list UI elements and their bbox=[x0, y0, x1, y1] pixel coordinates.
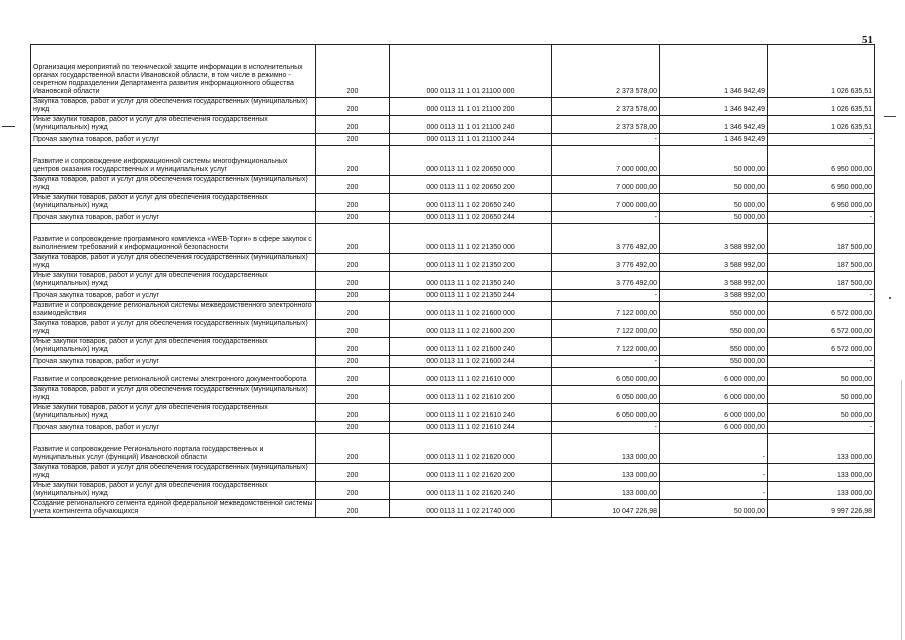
row-value-plan: 2 373 578,00 bbox=[552, 98, 660, 116]
row-csr: 000 0113 11 1 02 21620 200 bbox=[390, 464, 552, 482]
row-name: Развитие и сопровождение программного комплекса «WEB-Торги» в сфере закупок с выполнением требований к информационной безопасности bbox=[31, 224, 316, 254]
row-code: 200 bbox=[316, 45, 390, 98]
row-code: 200 bbox=[316, 176, 390, 194]
row-value-remainder: - bbox=[768, 212, 875, 224]
row-value-plan: 6 050 000,00 bbox=[552, 404, 660, 422]
row-name: Иные закупки товаров, работ и услуг для обеспечения государственных (муниципальных) нужд bbox=[31, 338, 316, 356]
row-value-remainder: 9 997 226,98 bbox=[768, 500, 875, 518]
row-name: Создание регионального сегмента единой федеральной межведомственной системы учета контингента обучающихся bbox=[31, 500, 316, 518]
table-row bbox=[31, 422, 875, 434]
row-csr: 000 0113 11 1 02 20650 200 bbox=[390, 176, 552, 194]
row-code: 200 bbox=[316, 422, 390, 434]
budget-table-body bbox=[31, 45, 875, 518]
row-code: 200 bbox=[316, 212, 390, 224]
table-row bbox=[31, 482, 875, 500]
row-value-plan: 6 050 000,00 bbox=[552, 368, 660, 386]
table-row bbox=[31, 194, 875, 212]
row-value-remainder: 50 000,00 bbox=[768, 386, 875, 404]
row-name: Иные закупки товаров, работ и услуг для обеспечения государственных (муниципальных) нужд bbox=[31, 482, 316, 500]
row-value-executed: 1 346 942,49 bbox=[660, 45, 768, 98]
row-csr: 000 0113 11 1 02 21350 240 bbox=[390, 272, 552, 290]
row-name: Развитие и сопровождение региональной системы межведомственного электронного взаимодействия bbox=[31, 302, 316, 320]
row-value-executed: 6 000 000,00 bbox=[660, 404, 768, 422]
row-value-remainder: 6 950 000,00 bbox=[768, 146, 875, 176]
table-row bbox=[31, 320, 875, 338]
row-code: 200 bbox=[316, 500, 390, 518]
row-name: Прочая закупка товаров, работ и услуг bbox=[31, 422, 316, 434]
row-code: 200 bbox=[316, 302, 390, 320]
table-row bbox=[31, 98, 875, 116]
row-value-plan: 3 776 492,00 bbox=[552, 272, 660, 290]
row-value-plan: 3 776 492,00 bbox=[552, 254, 660, 272]
row-name: Организация мероприятий по технической защите информации в исполнительных органах государственной власти Ивановской области, в том числе в режимно - секретном подразделении Департамента развития информационного общества Ивановской области bbox=[31, 45, 316, 98]
row-name: Прочая закупка товаров, работ и услуг bbox=[31, 356, 316, 368]
row-value-plan: 6 050 000,00 bbox=[552, 386, 660, 404]
row-value-remainder: 187 500,00 bbox=[768, 272, 875, 290]
row-value-executed: 1 346 942,49 bbox=[660, 134, 768, 146]
row-csr: 000 0113 11 1 02 21350 000 bbox=[390, 224, 552, 254]
row-csr: 000 0113 11 1 02 21610 240 bbox=[390, 404, 552, 422]
row-csr: 000 0113 11 1 02 21600 200 bbox=[390, 320, 552, 338]
row-value-remainder: - bbox=[768, 290, 875, 302]
row-csr: 000 0113 11 1 01 21100 240 bbox=[390, 116, 552, 134]
row-name: Иные закупки товаров, работ и услуг для обеспечения государственных (муниципальных) нужд bbox=[31, 404, 316, 422]
row-name: Закупка товаров, работ и услуг для обеспечения государственных (муниципальных) нужд bbox=[31, 254, 316, 272]
row-value-remainder: 6 572 000,00 bbox=[768, 320, 875, 338]
row-value-remainder: 6 572 000,00 bbox=[768, 338, 875, 356]
row-code: 200 bbox=[316, 290, 390, 302]
row-csr: 000 0113 11 1 02 21600 240 bbox=[390, 338, 552, 356]
row-value-executed: 50 000,00 bbox=[660, 194, 768, 212]
table-row bbox=[31, 146, 875, 176]
table-row bbox=[31, 212, 875, 224]
row-code: 200 bbox=[316, 134, 390, 146]
row-csr: 000 0113 11 1 02 20650 244 bbox=[390, 212, 552, 224]
row-value-executed: 50 000,00 bbox=[660, 212, 768, 224]
row-name: Развитие и сопровождение Регионального портала государственных и муниципальных услуг (функций) Ивановской области bbox=[31, 434, 316, 464]
row-name: Закупка товаров, работ и услуг для обеспечения государственных (муниципальных) нужд bbox=[31, 464, 316, 482]
row-value-executed: - bbox=[660, 434, 768, 464]
margin-mark-left bbox=[2, 126, 15, 127]
row-code: 200 bbox=[316, 320, 390, 338]
row-value-remainder: - bbox=[768, 134, 875, 146]
row-csr: 000 0113 11 1 02 21600 000 bbox=[390, 302, 552, 320]
row-value-plan: 7 122 000,00 bbox=[552, 302, 660, 320]
row-value-executed: 550 000,00 bbox=[660, 320, 768, 338]
row-value-executed: 3 588 992,00 bbox=[660, 290, 768, 302]
page-number: 51 bbox=[862, 34, 873, 46]
row-value-executed: 6 000 000,00 bbox=[660, 386, 768, 404]
row-value-executed: 3 588 992,00 bbox=[660, 254, 768, 272]
row-value-executed: 6 000 000,00 bbox=[660, 368, 768, 386]
row-csr: 000 0113 11 1 02 21620 240 bbox=[390, 482, 552, 500]
row-value-remainder: 6 572 000,00 bbox=[768, 302, 875, 320]
row-value-executed: 550 000,00 bbox=[660, 338, 768, 356]
row-value-remainder: 133 000,00 bbox=[768, 464, 875, 482]
row-name: Прочая закупка товаров, работ и услуг bbox=[31, 134, 316, 146]
table-row bbox=[31, 464, 875, 482]
row-value-remainder: 6 950 000,00 bbox=[768, 176, 875, 194]
row-value-remainder: 1 026 635,51 bbox=[768, 98, 875, 116]
row-code: 200 bbox=[316, 272, 390, 290]
margin-mark-right bbox=[884, 116, 896, 117]
row-value-plan: 133 000,00 bbox=[552, 482, 660, 500]
table-row bbox=[31, 386, 875, 404]
row-value-remainder: 133 000,00 bbox=[768, 482, 875, 500]
row-value-remainder: 187 500,00 bbox=[768, 254, 875, 272]
row-code: 200 bbox=[316, 434, 390, 464]
row-csr: 000 0113 11 1 02 21350 200 bbox=[390, 254, 552, 272]
row-name: Прочая закупка товаров, работ и услуг bbox=[31, 212, 316, 224]
row-csr: 000 0113 11 1 02 21610 200 bbox=[390, 386, 552, 404]
row-code: 200 bbox=[316, 368, 390, 386]
row-csr: 000 0113 11 1 02 21600 244 bbox=[390, 356, 552, 368]
row-name: Развитие и сопровождение информационной системы многофункциональных центров оказания государственных и муниципальных услуг bbox=[31, 146, 316, 176]
row-value-executed: 1 346 942,49 bbox=[660, 116, 768, 134]
row-code: 200 bbox=[316, 464, 390, 482]
scan-dot bbox=[889, 297, 891, 299]
scan-edge-line bbox=[901, 380, 902, 640]
row-value-plan: - bbox=[552, 212, 660, 224]
row-value-plan: - bbox=[552, 422, 660, 434]
row-value-plan: 7 000 000,00 bbox=[552, 194, 660, 212]
budget-table bbox=[30, 44, 875, 518]
row-code: 200 bbox=[316, 98, 390, 116]
row-value-remainder: 187 500,00 bbox=[768, 224, 875, 254]
row-value-plan: 7 122 000,00 bbox=[552, 320, 660, 338]
row-csr: 000 0113 11 1 02 21740 000 bbox=[390, 500, 552, 518]
row-value-executed: 550 000,00 bbox=[660, 356, 768, 368]
table-row bbox=[31, 356, 875, 368]
row-value-plan: 3 776 492,00 bbox=[552, 224, 660, 254]
row-value-plan: - bbox=[552, 134, 660, 146]
row-name: Иные закупки товаров, работ и услуг для обеспечения государственных (муниципальных) нужд bbox=[31, 272, 316, 290]
row-value-executed: 3 588 992,00 bbox=[660, 224, 768, 254]
row-value-executed: 50 000,00 bbox=[660, 146, 768, 176]
row-value-executed: 50 000,00 bbox=[660, 500, 768, 518]
row-value-plan: 7 122 000,00 bbox=[552, 338, 660, 356]
row-csr: 000 0113 11 1 02 20650 000 bbox=[390, 146, 552, 176]
row-value-executed: - bbox=[660, 482, 768, 500]
row-value-remainder: - bbox=[768, 422, 875, 434]
row-csr: 000 0113 11 1 01 21100 000 bbox=[390, 45, 552, 98]
row-value-plan: 10 047 226,98 bbox=[552, 500, 660, 518]
table-row bbox=[31, 404, 875, 422]
row-name: Закупка товаров, работ и услуг для обеспечения государственных (муниципальных) нужд bbox=[31, 320, 316, 338]
table-row bbox=[31, 176, 875, 194]
table-row bbox=[31, 134, 875, 146]
row-value-remainder: 50 000,00 bbox=[768, 404, 875, 422]
row-value-executed: 550 000,00 bbox=[660, 302, 768, 320]
row-value-remainder: 6 950 000,00 bbox=[768, 194, 875, 212]
row-csr: 000 0113 11 1 02 21350 244 bbox=[390, 290, 552, 302]
row-value-remainder: - bbox=[768, 356, 875, 368]
row-code: 200 bbox=[316, 482, 390, 500]
row-value-remainder: 50 000,00 bbox=[768, 368, 875, 386]
row-code: 200 bbox=[316, 386, 390, 404]
row-value-plan: - bbox=[552, 290, 660, 302]
row-value-remainder: 1 026 635,51 bbox=[768, 45, 875, 98]
row-code: 200 bbox=[316, 146, 390, 176]
row-value-remainder: 133 000,00 bbox=[768, 434, 875, 464]
row-value-plan: - bbox=[552, 356, 660, 368]
row-csr: 000 0113 11 1 01 21100 200 bbox=[390, 98, 552, 116]
row-code: 200 bbox=[316, 254, 390, 272]
row-name: Иные закупки товаров, работ и услуг для обеспечения государственных (муниципальных) нужд bbox=[31, 116, 316, 134]
row-code: 200 bbox=[316, 338, 390, 356]
table-row bbox=[31, 338, 875, 356]
table-row bbox=[31, 500, 875, 518]
table-row bbox=[31, 272, 875, 290]
row-value-plan: 133 000,00 bbox=[552, 464, 660, 482]
row-value-executed: 50 000,00 bbox=[660, 176, 768, 194]
row-code: 200 bbox=[316, 224, 390, 254]
row-value-executed: 3 588 992,00 bbox=[660, 272, 768, 290]
row-code: 200 bbox=[316, 356, 390, 368]
row-value-plan: 133 000,00 bbox=[552, 434, 660, 464]
row-csr: 000 0113 11 1 02 21610 244 bbox=[390, 422, 552, 434]
table-row bbox=[31, 434, 875, 464]
table-row bbox=[31, 224, 875, 254]
table-row bbox=[31, 45, 875, 98]
row-name: Развитие и сопровождение региональной системы электронного документооборота bbox=[31, 368, 316, 386]
table-row bbox=[31, 254, 875, 272]
row-code: 200 bbox=[316, 194, 390, 212]
row-value-plan: 2 373 578,00 bbox=[552, 45, 660, 98]
row-csr: 000 0113 11 1 01 21100 244 bbox=[390, 134, 552, 146]
row-csr: 000 0113 11 1 02 21610 000 bbox=[390, 368, 552, 386]
row-name: Прочая закупка товаров, работ и услуг bbox=[31, 290, 316, 302]
row-value-executed: 1 346 942,49 bbox=[660, 98, 768, 116]
row-value-executed: - bbox=[660, 464, 768, 482]
table-row bbox=[31, 368, 875, 386]
table-row bbox=[31, 116, 875, 134]
row-value-executed: 6 000 000,00 bbox=[660, 422, 768, 434]
row-name: Иные закупки товаров, работ и услуг для обеспечения государственных (муниципальных) нужд bbox=[31, 194, 316, 212]
row-value-plan: 2 373 578,00 bbox=[552, 116, 660, 134]
row-code: 200 bbox=[316, 404, 390, 422]
row-csr: 000 0113 11 1 02 20650 240 bbox=[390, 194, 552, 212]
row-value-plan: 7 000 000,00 bbox=[552, 146, 660, 176]
row-name: Закупка товаров, работ и услуг для обеспечения государственных (муниципальных) нужд bbox=[31, 98, 316, 116]
row-csr: 000 0113 11 1 02 21620 000 bbox=[390, 434, 552, 464]
table-row bbox=[31, 302, 875, 320]
row-code: 200 bbox=[316, 116, 390, 134]
row-value-plan: 7 000 000,00 bbox=[552, 176, 660, 194]
row-name: Закупка товаров, работ и услуг для обеспечения государственных (муниципальных) нужд bbox=[31, 386, 316, 404]
row-name: Закупка товаров, работ и услуг для обеспечения государственных (муниципальных) нужд bbox=[31, 176, 316, 194]
row-value-remainder: 1 026 635,51 bbox=[768, 116, 875, 134]
table-row bbox=[31, 290, 875, 302]
